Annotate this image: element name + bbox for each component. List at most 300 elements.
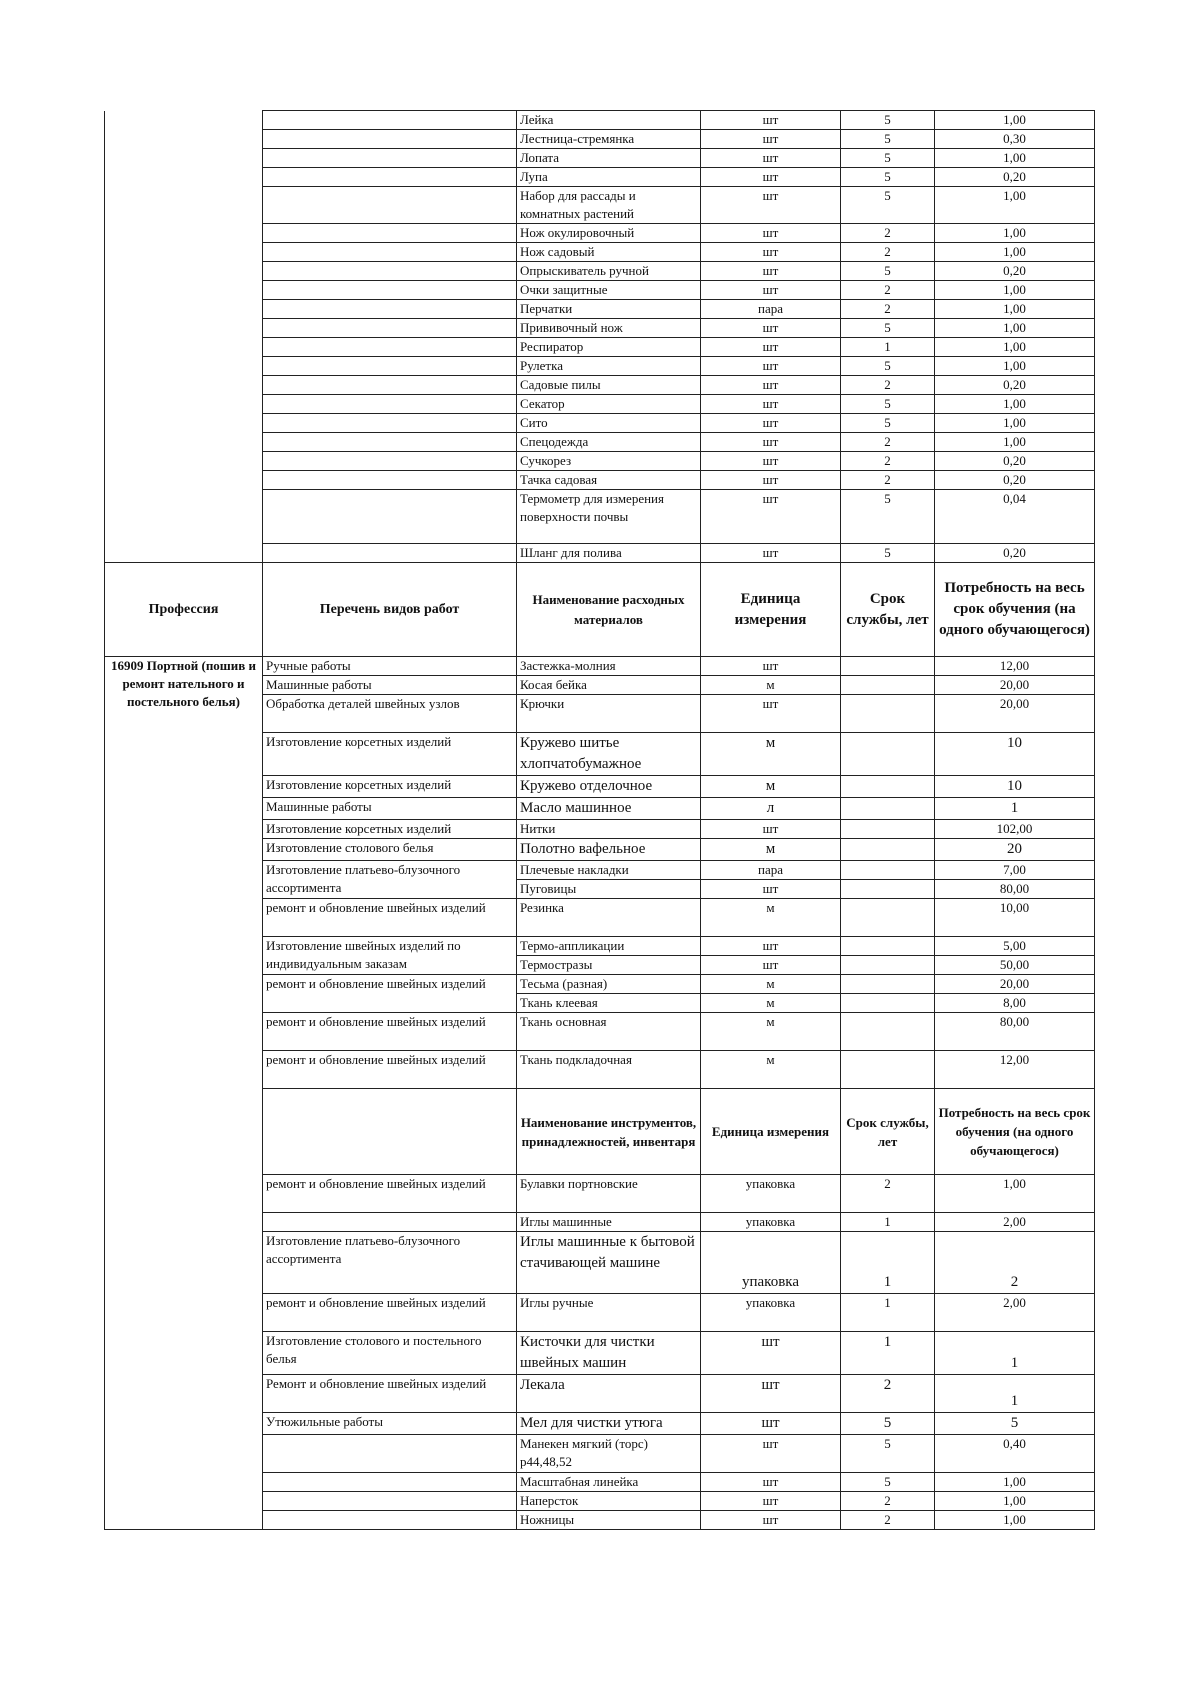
service-life-cell bbox=[841, 975, 935, 994]
unit-cell: упаковка bbox=[701, 1232, 841, 1294]
unit-cell: упаковка bbox=[701, 1213, 841, 1232]
need-cell: 20,00 bbox=[935, 975, 1095, 994]
need-cell: 0,04 bbox=[935, 490, 1095, 544]
work-type-cell bbox=[263, 224, 517, 243]
service-life-cell: 5 bbox=[841, 187, 935, 224]
need-cell: 20 bbox=[935, 839, 1095, 861]
table-row bbox=[105, 262, 1095, 281]
header-service-life: Срок службы, лет bbox=[841, 563, 935, 657]
work-type-cell: Утюжильные работы bbox=[263, 1413, 517, 1435]
header-service-life: Срок службы, лет bbox=[841, 1089, 935, 1175]
table-row bbox=[105, 544, 1095, 563]
table-row bbox=[105, 111, 1095, 130]
unit-cell: шт bbox=[701, 452, 841, 471]
service-life-cell: 5 bbox=[841, 490, 935, 544]
unit-cell: шт bbox=[701, 544, 841, 563]
profession-cell bbox=[105, 357, 263, 376]
unit-cell: шт bbox=[701, 262, 841, 281]
item-name-cell: Садовые пилы bbox=[517, 376, 701, 395]
need-cell: 20,00 bbox=[935, 695, 1095, 733]
work-type-cell: Изготовление столового и постельного белья bbox=[263, 1332, 517, 1375]
item-name-cell: Резинка bbox=[517, 899, 701, 937]
need-cell: 1,00 bbox=[935, 1473, 1095, 1492]
table-row bbox=[105, 130, 1095, 149]
work-type-cell bbox=[263, 376, 517, 395]
profession-cell bbox=[105, 395, 263, 414]
service-life-cell: 2 bbox=[841, 376, 935, 395]
need-cell: 20,00 bbox=[935, 676, 1095, 695]
service-life-cell: 2 bbox=[841, 281, 935, 300]
need-cell: 2,00 bbox=[935, 1294, 1095, 1332]
work-type-cell: ремонт и обновление швейных изделий bbox=[263, 1013, 517, 1051]
need-cell: 0,20 bbox=[935, 452, 1095, 471]
unit-cell: упаковка bbox=[701, 1294, 841, 1332]
work-type-cell: Машинные работы bbox=[263, 676, 517, 695]
unit-cell: шт bbox=[701, 657, 841, 676]
item-name-cell: Масло машинное bbox=[517, 798, 701, 820]
unit-cell: шт bbox=[701, 187, 841, 224]
service-life-cell: 1 bbox=[841, 338, 935, 357]
unit-cell: шт bbox=[701, 1413, 841, 1435]
work-type-cell: Машинные работы bbox=[263, 798, 517, 820]
unit-cell: м bbox=[701, 975, 841, 994]
item-name-cell: Тачка садовая bbox=[517, 471, 701, 490]
service-life-cell: 5 bbox=[841, 1413, 935, 1435]
need-cell: 1 bbox=[935, 798, 1095, 820]
unit-cell: шт bbox=[701, 338, 841, 357]
unit-cell: шт bbox=[701, 1375, 841, 1413]
work-type-cell bbox=[263, 1492, 517, 1511]
work-type-cell: Изготовление корсетных изделий bbox=[263, 776, 517, 798]
work-type-cell: Изготовление платьево-блузочного ассортимента bbox=[263, 861, 517, 899]
unit-cell: шт bbox=[701, 471, 841, 490]
service-life-cell bbox=[841, 899, 935, 937]
need-cell: 1,00 bbox=[935, 111, 1095, 130]
header-tool-name: Наименование инструментов, принадлежностей, инвентаря bbox=[517, 1089, 701, 1175]
work-type-cell: ремонт и обновление швейных изделий bbox=[263, 899, 517, 937]
item-name-cell: Термо-аппликации bbox=[517, 937, 701, 956]
need-cell: 5,00 bbox=[935, 937, 1095, 956]
need-cell: 1,00 bbox=[935, 338, 1095, 357]
item-name-cell: Перчатки bbox=[517, 300, 701, 319]
service-life-cell: 1 bbox=[841, 1294, 935, 1332]
unit-cell: шт bbox=[701, 1511, 841, 1530]
work-type-cell: Ремонт и обновление швейных изделий bbox=[263, 1375, 517, 1413]
need-cell: 1,00 bbox=[935, 243, 1095, 262]
service-life-cell bbox=[841, 937, 935, 956]
table-row bbox=[105, 357, 1095, 376]
unit-cell: шт bbox=[701, 956, 841, 975]
item-name-cell: Наперсток bbox=[517, 1492, 701, 1511]
item-name-cell: Прививочный нож bbox=[517, 319, 701, 338]
item-name-cell: Ткань подкладочная bbox=[517, 1051, 701, 1089]
work-type-cell bbox=[263, 149, 517, 168]
service-life-cell bbox=[841, 880, 935, 899]
profession-cell bbox=[105, 544, 263, 563]
unit-cell: пара bbox=[701, 300, 841, 319]
service-life-cell: 5 bbox=[841, 168, 935, 187]
table-row bbox=[105, 281, 1095, 300]
profession-cell bbox=[105, 490, 263, 544]
need-cell: 1,00 bbox=[935, 224, 1095, 243]
header-unit: Единица измерения bbox=[701, 563, 841, 657]
need-cell: 1,00 bbox=[935, 433, 1095, 452]
service-life-cell: 5 bbox=[841, 111, 935, 130]
need-cell: 0,30 bbox=[935, 130, 1095, 149]
item-name-cell: Сито bbox=[517, 414, 701, 433]
work-type-cell bbox=[263, 452, 517, 471]
need-cell: 10 bbox=[935, 733, 1095, 776]
service-life-cell: 5 bbox=[841, 149, 935, 168]
service-life-cell: 5 bbox=[841, 1435, 935, 1473]
unit-cell: шт bbox=[701, 319, 841, 338]
equipment-table bbox=[104, 110, 1095, 1530]
header-need: Потребность на весь срок обучения (на одного обучающегося) bbox=[935, 1089, 1095, 1175]
work-type-cell bbox=[263, 395, 517, 414]
work-type-cell bbox=[263, 433, 517, 452]
service-life-cell bbox=[841, 956, 935, 975]
need-cell: 5 bbox=[935, 1413, 1095, 1435]
profession-cell bbox=[105, 130, 263, 149]
table-row bbox=[105, 300, 1095, 319]
service-life-cell: 2 bbox=[841, 224, 935, 243]
need-cell: 80,00 bbox=[935, 880, 1095, 899]
unit-cell: шт bbox=[701, 414, 841, 433]
service-life-cell bbox=[841, 820, 935, 839]
unit-cell: м bbox=[701, 733, 841, 776]
unit-cell: шт bbox=[701, 168, 841, 187]
service-life-cell: 2 bbox=[841, 243, 935, 262]
header-work-types: Перечень видов работ bbox=[263, 563, 517, 657]
item-name-cell: Нож окулировочный bbox=[517, 224, 701, 243]
work-type-cell bbox=[263, 168, 517, 187]
work-type-cell bbox=[263, 544, 517, 563]
unit-cell: м bbox=[701, 839, 841, 861]
need-cell: 1 bbox=[935, 1375, 1095, 1413]
need-cell: 1,00 bbox=[935, 149, 1095, 168]
need-cell: 1,00 bbox=[935, 395, 1095, 414]
need-cell: 1,00 bbox=[935, 1492, 1095, 1511]
item-name-cell: Респиратор bbox=[517, 338, 701, 357]
profession-cell bbox=[105, 224, 263, 243]
unit-cell: м bbox=[701, 1051, 841, 1089]
unit-cell: шт bbox=[701, 149, 841, 168]
need-cell: 50,00 bbox=[935, 956, 1095, 975]
item-name-cell: Спецодежда bbox=[517, 433, 701, 452]
need-cell: 2,00 bbox=[935, 1213, 1095, 1232]
work-type-cell bbox=[263, 1435, 517, 1473]
table-row bbox=[105, 395, 1095, 414]
service-life-cell bbox=[841, 695, 935, 733]
item-name-cell: Булавки портновские bbox=[517, 1175, 701, 1213]
need-cell: 1,00 bbox=[935, 300, 1095, 319]
profession-cell bbox=[105, 338, 263, 357]
work-type-cell bbox=[263, 414, 517, 433]
need-cell: 1,00 bbox=[935, 281, 1095, 300]
need-cell: 1,00 bbox=[935, 319, 1095, 338]
unit-cell: упаковка bbox=[701, 1175, 841, 1213]
table-row bbox=[105, 149, 1095, 168]
item-name-cell: Сучкорез bbox=[517, 452, 701, 471]
unit-cell: шт bbox=[701, 433, 841, 452]
unit-cell: шт bbox=[701, 376, 841, 395]
item-name-cell: Лупа bbox=[517, 168, 701, 187]
item-name-cell: Лестница-стремянка bbox=[517, 130, 701, 149]
item-name-cell: Ткань клеевая bbox=[517, 994, 701, 1013]
need-cell: 1 bbox=[935, 1332, 1095, 1375]
table-row bbox=[105, 433, 1095, 452]
table-row bbox=[105, 243, 1095, 262]
table-row bbox=[105, 224, 1095, 243]
need-cell: 0,40 bbox=[935, 1435, 1095, 1473]
service-life-cell bbox=[841, 733, 935, 776]
need-cell: 102,00 bbox=[935, 820, 1095, 839]
unit-cell: л bbox=[701, 798, 841, 820]
service-life-cell bbox=[841, 776, 935, 798]
need-cell: 0,20 bbox=[935, 471, 1095, 490]
item-name-cell: Термометр для измерения поверхности почвы bbox=[517, 490, 701, 544]
unit-cell: шт bbox=[701, 111, 841, 130]
service-life-cell bbox=[841, 839, 935, 861]
profession-cell bbox=[105, 168, 263, 187]
work-type-cell: ремонт и обновление швейных изделий bbox=[263, 1051, 517, 1089]
table-row bbox=[105, 338, 1095, 357]
need-cell: 8,00 bbox=[935, 994, 1095, 1013]
service-life-cell bbox=[841, 1013, 935, 1051]
header-profession: Профессия bbox=[105, 563, 263, 657]
service-life-cell bbox=[841, 994, 935, 1013]
work-type-cell: Изготовление корсетных изделий bbox=[263, 820, 517, 839]
item-name-cell: Лопата bbox=[517, 149, 701, 168]
profession-cell bbox=[105, 262, 263, 281]
work-type-cell: Изготовление швейных изделий по индивидуальным заказам bbox=[263, 937, 517, 975]
work-type-cell bbox=[263, 1213, 517, 1232]
work-type-cell bbox=[263, 111, 517, 130]
service-life-cell: 2 bbox=[841, 1375, 935, 1413]
unit-cell: шт bbox=[701, 281, 841, 300]
work-type-cell bbox=[263, 357, 517, 376]
unit-cell: шт bbox=[701, 1492, 841, 1511]
need-cell: 0,20 bbox=[935, 168, 1095, 187]
profession-cell bbox=[105, 414, 263, 433]
need-cell: 10,00 bbox=[935, 899, 1095, 937]
profession-name: 16909 Портной (пошив и ремонт нательного и постельного белья) bbox=[105, 657, 263, 1530]
need-cell: 1,00 bbox=[935, 414, 1095, 433]
item-name-cell: Пуговицы bbox=[517, 880, 701, 899]
item-name-cell: Шланг для полива bbox=[517, 544, 701, 563]
unit-cell: шт bbox=[701, 880, 841, 899]
need-cell: 0,20 bbox=[935, 544, 1095, 563]
profession-cell bbox=[105, 319, 263, 338]
item-name-cell: Ткань основная bbox=[517, 1013, 701, 1051]
unit-cell: шт bbox=[701, 695, 841, 733]
item-name-cell: Очки защитные bbox=[517, 281, 701, 300]
need-cell: 1,00 bbox=[935, 357, 1095, 376]
work-type-cell: ремонт и обновление швейных изделий bbox=[263, 1294, 517, 1332]
table-row bbox=[105, 168, 1095, 187]
unit-cell: шт bbox=[701, 130, 841, 149]
profession-cell bbox=[105, 111, 263, 130]
service-life-cell: 5 bbox=[841, 319, 935, 338]
item-name-cell: Лейка bbox=[517, 111, 701, 130]
item-name-cell: Плечевые накладки bbox=[517, 861, 701, 880]
unit-cell: м bbox=[701, 1013, 841, 1051]
work-type-cell bbox=[263, 187, 517, 224]
profession-cell bbox=[105, 452, 263, 471]
work-type-cell: Ручные работы bbox=[263, 657, 517, 676]
table-row bbox=[105, 187, 1095, 224]
service-life-cell: 2 bbox=[841, 1492, 935, 1511]
item-name-cell: Манекен мягкий (торс) р44,48,52 bbox=[517, 1435, 701, 1473]
work-type-cell: Изготовление столового белья bbox=[263, 839, 517, 861]
service-life-cell: 5 bbox=[841, 1473, 935, 1492]
need-cell: 12,00 bbox=[935, 1051, 1095, 1089]
work-type-cell bbox=[263, 243, 517, 262]
need-cell: 1,00 bbox=[935, 187, 1095, 224]
need-cell: 12,00 bbox=[935, 657, 1095, 676]
header-unit: Единица измерения bbox=[701, 1089, 841, 1175]
need-cell: 1,00 bbox=[935, 1175, 1095, 1213]
work-type-cell: ремонт и обновление швейных изделий bbox=[263, 1175, 517, 1213]
work-type-cell bbox=[263, 262, 517, 281]
unit-cell: м bbox=[701, 994, 841, 1013]
unit-cell: шт bbox=[701, 820, 841, 839]
unit-cell: шт bbox=[701, 1473, 841, 1492]
service-life-cell: 2 bbox=[841, 1511, 935, 1530]
unit-cell: шт bbox=[701, 357, 841, 376]
service-life-cell bbox=[841, 1051, 935, 1089]
table-row bbox=[105, 319, 1095, 338]
service-life-cell bbox=[841, 676, 935, 695]
table-row bbox=[105, 471, 1095, 490]
profession-cell bbox=[105, 281, 263, 300]
unit-cell: шт bbox=[701, 395, 841, 414]
profession-cell bbox=[105, 149, 263, 168]
table-row bbox=[105, 376, 1095, 395]
service-life-cell: 2 bbox=[841, 452, 935, 471]
item-name-cell: Крючки bbox=[517, 695, 701, 733]
item-name-cell: Опрыскиватель ручной bbox=[517, 262, 701, 281]
service-life-cell: 1 bbox=[841, 1213, 935, 1232]
service-life-cell: 5 bbox=[841, 262, 935, 281]
item-name-cell: Иглы машинные к бытовой стачивающей машине bbox=[517, 1232, 701, 1294]
work-type-cell: Обработка деталей швейных узлов bbox=[263, 695, 517, 733]
unit-cell: м bbox=[701, 676, 841, 695]
service-life-cell: 5 bbox=[841, 395, 935, 414]
work-type-cell bbox=[263, 300, 517, 319]
service-life-cell: 2 bbox=[841, 1175, 935, 1213]
unit-cell: м bbox=[701, 899, 841, 937]
service-life-cell: 5 bbox=[841, 357, 935, 376]
need-cell: 7,00 bbox=[935, 861, 1095, 880]
service-life-cell: 5 bbox=[841, 130, 935, 149]
item-name-cell: Кисточки для чистки швейных машин bbox=[517, 1332, 701, 1375]
table-row bbox=[105, 414, 1095, 433]
unit-cell: шт bbox=[701, 1435, 841, 1473]
unit-cell: шт bbox=[701, 224, 841, 243]
item-name-cell: Нож садовый bbox=[517, 243, 701, 262]
profession-cell bbox=[105, 433, 263, 452]
item-name-cell: Кружево шитье хлопчатобумажное bbox=[517, 733, 701, 776]
header-work-types-empty bbox=[263, 1089, 517, 1175]
need-cell: 80,00 bbox=[935, 1013, 1095, 1051]
table-header-row bbox=[105, 563, 1095, 657]
need-cell: 10 bbox=[935, 776, 1095, 798]
unit-cell: шт bbox=[701, 243, 841, 262]
work-type-cell: ремонт и обновление швейных изделий bbox=[263, 975, 517, 1013]
work-type-cell bbox=[263, 490, 517, 544]
service-life-cell bbox=[841, 861, 935, 880]
table-row bbox=[105, 490, 1095, 544]
item-name-cell: Иглы машинные bbox=[517, 1213, 701, 1232]
profession-cell bbox=[105, 243, 263, 262]
service-life-cell: 1 bbox=[841, 1232, 935, 1294]
need-cell: 0,20 bbox=[935, 262, 1095, 281]
profession-cell bbox=[105, 471, 263, 490]
item-name-cell: Лекала bbox=[517, 1375, 701, 1413]
profession-cell bbox=[105, 300, 263, 319]
item-name-cell: Тесьма (разная) bbox=[517, 975, 701, 994]
item-name-cell: Масштабная линейка bbox=[517, 1473, 701, 1492]
service-life-cell bbox=[841, 798, 935, 820]
item-name-cell: Рулетка bbox=[517, 357, 701, 376]
item-name-cell: Полотно вафельное bbox=[517, 839, 701, 861]
item-name-cell: Мел для чистки утюга bbox=[517, 1413, 701, 1435]
work-type-cell bbox=[263, 471, 517, 490]
header-need: Потребность на весь срок обучения (на одного обучающегося) bbox=[935, 563, 1095, 657]
service-life-cell: 5 bbox=[841, 544, 935, 563]
item-name-cell: Косая бейка bbox=[517, 676, 701, 695]
unit-cell: шт bbox=[701, 1332, 841, 1375]
profession-cell bbox=[105, 187, 263, 224]
header-material-name: Наименование расходных материалов bbox=[517, 563, 701, 657]
unit-cell: шт bbox=[701, 937, 841, 956]
item-name-cell: Термостразы bbox=[517, 956, 701, 975]
profession-cell bbox=[105, 376, 263, 395]
work-type-cell bbox=[263, 319, 517, 338]
item-name-cell: Иглы ручные bbox=[517, 1294, 701, 1332]
document-page bbox=[104, 110, 1094, 1530]
table-row bbox=[105, 657, 1095, 676]
service-life-cell: 2 bbox=[841, 471, 935, 490]
unit-cell: шт bbox=[701, 490, 841, 544]
work-type-cell bbox=[263, 281, 517, 300]
unit-cell: м bbox=[701, 776, 841, 798]
service-life-cell: 1 bbox=[841, 1332, 935, 1375]
item-name-cell: Набор для рассады и комнатных растений bbox=[517, 187, 701, 224]
work-type-cell bbox=[263, 1511, 517, 1530]
service-life-cell: 5 bbox=[841, 414, 935, 433]
service-life-cell: 2 bbox=[841, 300, 935, 319]
work-type-cell: Изготовление платьево-блузочного ассортимента bbox=[263, 1232, 517, 1294]
item-name-cell: Застежка-молния bbox=[517, 657, 701, 676]
item-name-cell: Ножницы bbox=[517, 1511, 701, 1530]
item-name-cell: Нитки bbox=[517, 820, 701, 839]
work-type-cell bbox=[263, 338, 517, 357]
work-type-cell: Изготовление корсетных изделий bbox=[263, 733, 517, 776]
need-cell: 0,20 bbox=[935, 376, 1095, 395]
service-life-cell: 2 bbox=[841, 433, 935, 452]
need-cell: 2 bbox=[935, 1232, 1095, 1294]
unit-cell: пара bbox=[701, 861, 841, 880]
table-row bbox=[105, 452, 1095, 471]
item-name-cell: Секатор bbox=[517, 395, 701, 414]
item-name-cell: Кружево отделочное bbox=[517, 776, 701, 798]
need-cell: 1,00 bbox=[935, 1511, 1095, 1530]
work-type-cell bbox=[263, 1473, 517, 1492]
service-life-cell bbox=[841, 657, 935, 676]
work-type-cell bbox=[263, 130, 517, 149]
